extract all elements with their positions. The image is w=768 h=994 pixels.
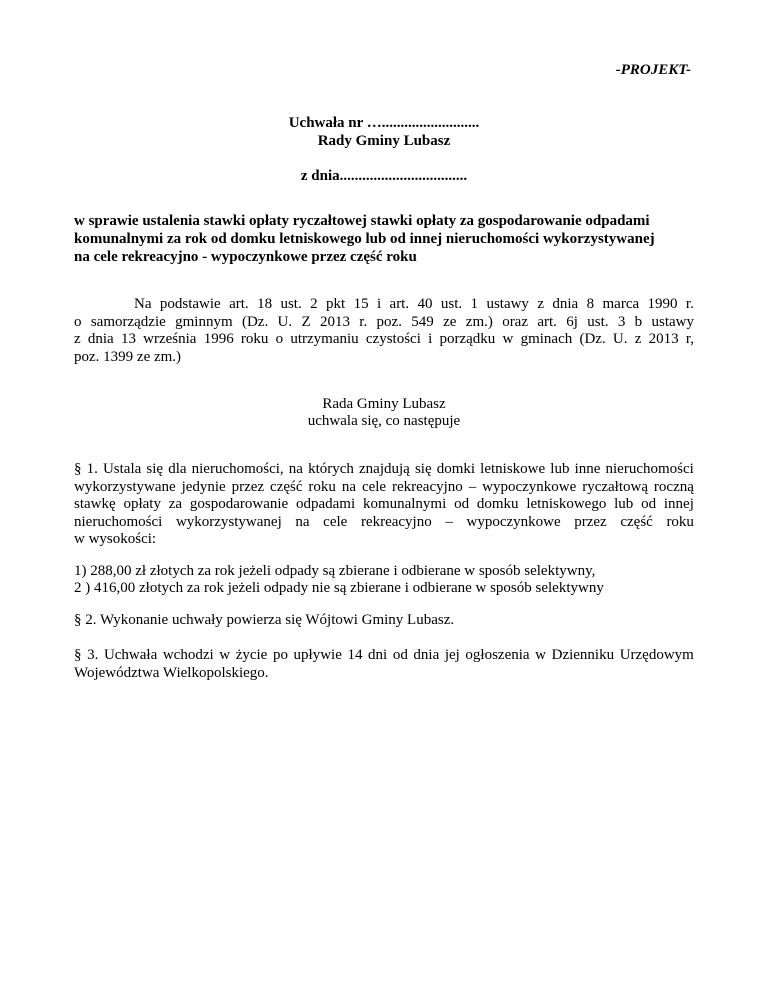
word: cele (323, 513, 348, 530)
word: gospodarowanie (189, 496, 289, 512)
word: 3. (87, 647, 99, 663)
word: domku (476, 496, 519, 512)
justified-line (74, 296, 694, 314)
word: na (288, 461, 303, 477)
word: dnia (552, 296, 579, 312)
word: 3 (617, 313, 626, 330)
word: jedynie (181, 478, 226, 495)
word: wypoczynkowe (466, 513, 561, 530)
word: komunalnymi (362, 496, 447, 512)
word: roku (666, 513, 694, 530)
word: ogłoszenia (465, 647, 530, 663)
word: Uchwała (103, 647, 158, 663)
word: roku (240, 331, 269, 347)
word: ust. (587, 313, 609, 330)
paragraph-last-line: Województwa Wielkopolskiego. (74, 664, 269, 681)
word: r. (685, 296, 694, 312)
enactment-formula: uchwala się, co następuje (307, 413, 461, 429)
justified-line (74, 479, 694, 497)
word: 15 (353, 296, 369, 312)
section-1-paragraph (74, 461, 694, 549)
word: letniskowe (480, 461, 546, 477)
word: pkt (326, 296, 346, 312)
word: się (414, 461, 432, 477)
word: 14 (347, 647, 363, 663)
word: 549 (411, 313, 434, 330)
word: roku (308, 478, 336, 495)
word: 1990 (647, 296, 678, 312)
word: o (275, 331, 284, 347)
word: wykorzystywanej (175, 513, 282, 530)
word: nieruchomości (605, 461, 694, 477)
word: domki (436, 461, 476, 477)
word: – (468, 478, 477, 495)
word: gminnym (175, 313, 233, 330)
word: samorządzie (90, 313, 166, 330)
word: na (341, 478, 357, 495)
word: marca (602, 296, 640, 312)
resolution-date: z dnia.................................. (300, 168, 468, 184)
word: rekreacyjno (360, 513, 432, 530)
word: nieruchomości (74, 513, 163, 530)
word: 8 (586, 296, 595, 312)
word: dla (168, 461, 187, 477)
paragraph-last-line: poz. 1399 ze zm.) (74, 348, 182, 365)
word: oraz (502, 313, 528, 330)
word: (Dz. (241, 313, 269, 330)
word: poz. (376, 313, 402, 330)
word: których (308, 461, 354, 477)
word: (Dz. (579, 331, 606, 347)
word: 40 (417, 296, 433, 312)
word: i (376, 296, 382, 312)
council-name: Rady Gminy Lubasz (317, 133, 451, 149)
word: Ustala (102, 461, 142, 477)
justified-line (74, 314, 694, 332)
word: przez (574, 513, 607, 530)
rate-item-2: 2 ) 416,00 złotych za rok jeżeli odpady nie są zbierane i odbierane w sposób selektywny (74, 580, 604, 596)
word: – (445, 513, 453, 530)
word: cele (361, 478, 387, 495)
word: r, (685, 331, 694, 347)
word: znajdują (359, 461, 410, 477)
word: ust. (440, 296, 463, 312)
word: Urzędowym (619, 647, 694, 663)
word: o (74, 313, 82, 330)
word: czystości (365, 331, 421, 347)
word: dnia (87, 331, 114, 347)
word: w (535, 647, 547, 663)
word: część (270, 478, 303, 495)
word: jej (444, 647, 460, 663)
word: życie (235, 647, 268, 663)
word: gminach (520, 331, 573, 347)
word: przez (231, 478, 265, 495)
word: dnia (413, 647, 440, 663)
justified-line (74, 461, 694, 479)
justified-line (74, 514, 694, 532)
word: i (428, 331, 433, 347)
word: art. (537, 313, 557, 330)
word: 1 (470, 296, 479, 312)
word: 2013 (648, 331, 679, 347)
word: z (537, 296, 544, 312)
word: w (502, 331, 514, 347)
word: wchodzi (162, 647, 214, 663)
word: 2013 (319, 313, 350, 330)
word: 2 (310, 296, 318, 312)
word: część (620, 513, 653, 530)
word: podstawie (159, 296, 221, 312)
word: dni (368, 647, 388, 663)
word: z (634, 331, 642, 347)
word: 13 (120, 331, 136, 347)
word: Z (301, 313, 311, 330)
legal-basis-paragraph (74, 296, 694, 366)
draft-label: -PROJEKT- (615, 62, 691, 78)
word: od (641, 496, 657, 512)
word: lub (614, 496, 634, 512)
word: 18 (257, 296, 273, 312)
word: ze (443, 313, 457, 330)
word: wykorzystywane (74, 478, 176, 495)
word: września (143, 331, 197, 347)
word: opłaty (123, 496, 161, 512)
word: art. (229, 296, 249, 312)
word: stawkę (74, 496, 116, 512)
word: w (219, 647, 231, 663)
subject-block (74, 212, 714, 266)
justified-line (74, 331, 694, 349)
word: od (454, 496, 470, 512)
word: U. (277, 313, 293, 330)
justified-line (74, 496, 694, 514)
word: po (272, 647, 288, 663)
word: ustawy (651, 313, 694, 330)
rate-item-1: 1) 288,00 zł złotych za rok jeżeli odpady są zbierane i odbierane w sposób selektywny, (74, 563, 596, 579)
word: ustawy (486, 296, 529, 312)
word: 1. (86, 461, 98, 477)
word: lub (550, 461, 570, 477)
word: wypoczynkowe (482, 478, 577, 495)
word: na (295, 513, 310, 530)
word: innej (663, 496, 694, 512)
word: § (74, 461, 82, 477)
word: utrzymaniu (290, 331, 359, 347)
word: r. (359, 313, 368, 330)
word: § (74, 647, 82, 663)
subject-line: na cele rekreacyjno - wypoczynkowe przez część roku (74, 249, 417, 265)
section-2-paragraph: § 2. Wykonanie uchwały powierza się Wójtowi Gminy Lubasz. (74, 612, 455, 628)
section-3-paragraph (74, 647, 694, 682)
word: U. (612, 331, 628, 347)
subject-line: w sprawie ustalenia stawki opłaty ryczałtowej stawki opłaty za gospodarowanie odpadami (74, 213, 650, 229)
word: Na (134, 296, 152, 312)
word: porządku (439, 331, 496, 347)
word: 1996 (203, 331, 234, 347)
word: roczną (653, 478, 694, 495)
word: b (634, 313, 643, 330)
word: Dzienniku (551, 647, 615, 663)
word: nieruchomości, (191, 461, 284, 477)
resolution-number: Uchwała nr ….......................... (288, 115, 480, 131)
word: zm.) (465, 313, 493, 330)
word: letniskowego (526, 496, 607, 512)
enactment-council: Rada Gminy Lubasz (322, 396, 446, 412)
justified-line (74, 647, 694, 665)
word: 6j (566, 313, 578, 330)
word: inne (574, 461, 601, 477)
word: ust. (280, 296, 302, 312)
subject-line: komunalnymi za rok od domku letniskowego lub od innej nieruchomości wykorzystywanej (74, 231, 655, 247)
word: za (168, 496, 183, 512)
word: się (146, 461, 164, 477)
word: art. (389, 296, 410, 312)
paragraph-last-line: w wysokości: (74, 531, 157, 547)
word: upływie (293, 647, 342, 663)
word: z (74, 331, 81, 347)
word: od (392, 647, 408, 663)
word: odpadami (295, 496, 356, 512)
word: ryczałtową (582, 478, 648, 495)
word: rekreacyjno (392, 478, 463, 495)
